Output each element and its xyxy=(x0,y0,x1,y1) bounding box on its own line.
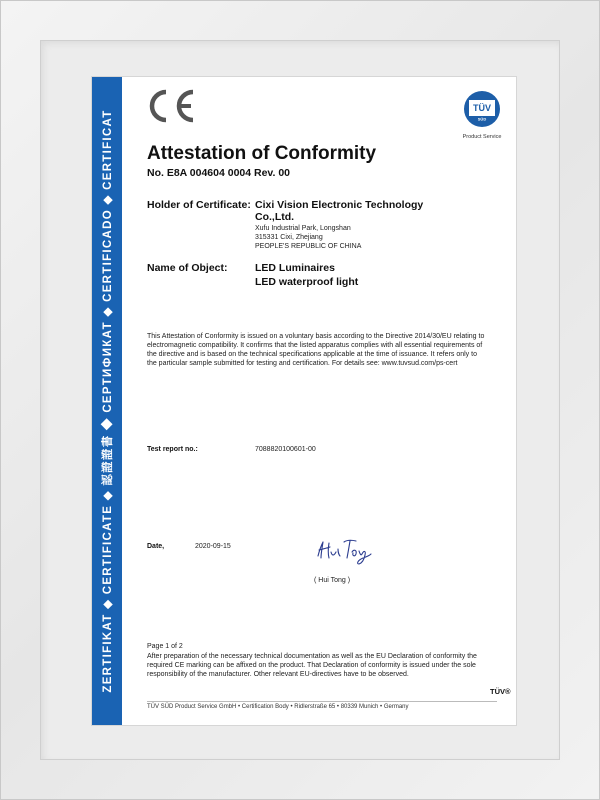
signatory-name: ( Hui Tong ) xyxy=(314,577,351,584)
ce-mark-logo xyxy=(146,89,198,128)
footer-note: After preparation of the necessary technical documentation as well as the EU Declaration of conformity the required CE marking can be affixed on the product. That Declaration of conformity is issued under the sole responsibility of the manufacturer. Other relevant EU-directives have to be observed. xyxy=(147,653,477,678)
test-report-value: 7088820100601-00 xyxy=(255,446,316,453)
tuv-mark: TÜV® xyxy=(490,687,511,696)
address-line: 315331 Cixi, Zhejiang xyxy=(255,234,323,241)
page-number: Page 1 of 2 xyxy=(147,643,183,650)
date-value: 2020-09-15 xyxy=(195,543,231,550)
svg-text:SÜD: SÜD xyxy=(477,116,487,122)
side-band xyxy=(92,77,122,725)
holder-label: Holder of Certificate: xyxy=(147,199,251,211)
svg-text:TÜV: TÜV xyxy=(473,103,491,113)
holder-address xyxy=(255,224,361,251)
document-title: Attestation of Conformity xyxy=(147,143,377,164)
object-label: Name of Object: xyxy=(147,262,228,274)
object-line2: LED waterproof light xyxy=(255,276,359,288)
footer-address: TÜV SÜD Product Service GmbH • Certification Body • Ridlerstraße 65 • 80339 Munich • Germany xyxy=(147,704,409,710)
holder-name-line2: Co.,Ltd. xyxy=(255,211,295,223)
handwritten-signature xyxy=(314,534,374,571)
object-line1: LED Luminaires xyxy=(255,262,335,274)
tuv-sud-logo xyxy=(462,89,502,138)
address-line: Xufu Industrial Park, Longshan xyxy=(255,225,351,232)
attestation-statement: This Attestation of Conformity is issued on a voluntary basis according to the Directive 2014/30/EU relating to electromagnetic compatibility. It confirms that the listed apparatus complies with all essential requirements of the directive and is based on the technical specifications applicable at the time of issuance. It refers only to the particular sample submitted for testing and certification. For details see: www.tuvsud.com/ps-cert xyxy=(147,333,485,367)
holder-name-line1: Cixi Vision Electronic Technology xyxy=(255,199,424,211)
certificate-paper xyxy=(92,77,516,725)
side-band-text: ZERTIFIKAT ◆ CERTIFICATE ◆ 認證證書 ◆ СЕРТИФИКАТ ◆ CERTIFICADO ◆ CERTIFICAT xyxy=(102,109,114,693)
certificate-number: No. E8A 004604 0004 Rev. 00 xyxy=(147,167,291,179)
address-line: PEOPLE'S REPUBLIC OF CHINA xyxy=(255,243,362,250)
tuv-caption: Product Service xyxy=(462,134,502,140)
footer-divider xyxy=(147,701,497,702)
test-report-label: Test report no.: xyxy=(147,446,198,453)
date-label: Date, xyxy=(147,543,165,550)
